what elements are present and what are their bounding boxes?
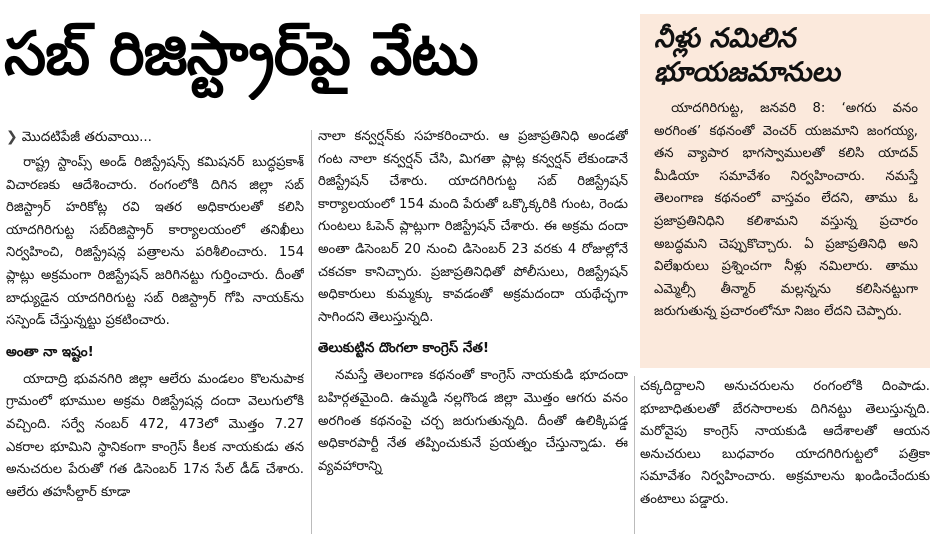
article-subhead: తెలుకుట్టిన దొంగలా కాంగ్రెస్ నేత! bbox=[318, 340, 490, 357]
article-paragraph: యాదాద్రి భువనగిరి జిల్లా ఆలేరు మండలం కొలనుపాక గ్రామంలో భూముల అక్రమ రిజిస్ట్రేషన్ల దందా వెలుగులోకి వచ్చింది. సర్వే నంబర్ 472, 473లో మొత్తం 7.27 ఎకరాల భూమిని స్థానికంగా కాంగ్రెస్ కీలక నాయకుడు తన అనుచరుల పేరుతో గత డిసెంబర్ 17న సేల్ డీడ్ చేశారు. ఆలేరు తహసీల్దార్ కూడా bbox=[6, 371, 304, 500]
article-column-3 bbox=[640, 376, 930, 538]
article-subhead: అంతా నా ఇష్టం! bbox=[6, 343, 94, 360]
sidebar-box-body bbox=[654, 98, 918, 324]
sidebar-box bbox=[640, 14, 930, 368]
kicker-text: మొదటిపేజీ తరువాయి... bbox=[21, 129, 152, 145]
continued-kicker bbox=[6, 126, 304, 148]
column-divider bbox=[634, 376, 635, 534]
chevron-right-icon: ❯ bbox=[6, 129, 18, 145]
sidebar-box-paragraph: యాదగిరిగుట్ట, జనవరి 8: ‘అగరు వనం అరగింత’ కథనంతో వెంచర్ యజమాని జంగయ్య, తన వ్యాపార భాగస్వాములతో కలిసి యాదవ్ మీడియా సమావేశం నిర్వహించారు. నమస్తే తెలంగాణ కథనంలో వాస్తవం లేదని, తాము ఓ ప్రజాప్రతినిధిని కలిశామని వస్తున్న ప్రచారం అబద్ధమని చెప్పుకొచ్చారు. ఏ ప్రజాప్రతినిధి అని విలేఖరులు ప్రశ్నించగా నీళ్లు నమిలారు. తాము ఎమ్మెల్సీ తీన్మార్ మల్లన్నను కలిసినట్టుగా జరుగుతున్న ప్రచారంలోనూ నిజం లేదని చెప్పారు. bbox=[654, 101, 918, 320]
column-divider bbox=[311, 130, 312, 534]
sidebar-box-title-line: భూయజమానులు bbox=[654, 57, 840, 88]
article-paragraph: నమస్తే తెలంగాణ కథనంతో కాంగ్రెస్ నాయకుడి భూదందా బహిర్గతమైంది. ఉమ్మడి నల్లగొండ జిల్లా మొత్తం ఆగరు వనం అరగింత కథనంపై చర్చ జరుగుతున్నది. దీంతో ఉలిక్కిపడ్డ అధికారపార్టీ నేత తప్పించుకునే ప్రయత్నం చేస్తున్నాడు. ఈ వ్యవహారాన్ని bbox=[318, 368, 628, 474]
sidebar-box-title-line: నీళ్లు నమిలిన bbox=[654, 23, 796, 54]
article-column-1 bbox=[6, 126, 304, 538]
article-paragraph: చక్కదిద్దాలని అనుచరులను రంగంలోకి దింపాడు. భూబాధితులతో బేరసారాలకు దిగినట్టు తెలుస్తున్నది. మరోవైపు కాంగ్రెస్ నాయకుడి ఆదేశాలతో ఆయన అనుచరులు బుధవారం యాదగిరిగుట్టలో పత్రికా సమావేశం నిర్వహించారు. అక్రమాలను ఖండించేందుకు తంటాలు పడ్డారు. bbox=[640, 379, 930, 507]
article-paragraph: నాలా కన్వర్షన్‌కు సహకరించారు. ఆ ప్రజాప్రతినిధి అండతో గంట నాలా కన్వర్షన్ చేసి, మిగతా ప్లాట్ల కన్వర్షన్ లేకుండానే రిజిస్ట్రేషన్ చేశారు. యాదగిరిగుట్ట సబ్ రిజిస్ట్రేషన్ కార్యాలయంలో 154 మంది పేరుతో ఒక్కొక్కరికి గుంట, రెండు గుంటలు ఓపెన్ ప్లాట్లుగా రిజిస్ట్రేషన్ చేశారు. ఈ అక్రమ దందా అంతా డిసెంబర్ 20 నుంచి డిసెంబర్ 23 వరకు 4 రోజుల్లోనే చకచకా కానిచ్చారు. ప్రజాప్రతినిధితో పోలీసులు, రిజిస్ట్రేషన్ అధికారులు కుమ్మక్కు కావడంతో అక్రమదందా యథేచ్ఛగా సాగిందని తెలుస్తున్నది. bbox=[318, 129, 628, 325]
headline: సబ్ రిజిస్ట్రార్‌పై వేటు bbox=[4, 19, 478, 89]
article-paragraph: రాష్ట్ర స్టాంప్స్ అండ్ రిజిస్ట్రేషన్స్ కమిషనర్ బుద్ధప్రకాశ్ విచారణకు ఆదేశించారు. రంగంలోకి దిగిన జిల్లా సబ్ రిజిస్ట్రార్ హరికోట్ల రవి ఇతర అధికారులతో కలిసి యాదగిరిగుట్ట సబ్‌రిజిస్ట్రార్ కార్యాలయంలో తనిఖీలు నిర్వహించి, రిజిస్ట్రేషన్ల పత్రాలను పరిశీలించారు. 154 ప్లాట్లు అక్రమంగా రిజిస్ట్రేషన్ జరిగినట్టు గుర్తించారు. దీంతో బాధ్యుడైన యాదగిరిగుట్ట సబ్ రిజిస్ట్రార్ గోపి నాయక్‌ను సస్పెండ్ చేస్తున్నట్టు ప్రకటించారు. bbox=[6, 155, 304, 329]
sidebar-box-title bbox=[654, 22, 918, 90]
article-column-2 bbox=[318, 126, 628, 538]
